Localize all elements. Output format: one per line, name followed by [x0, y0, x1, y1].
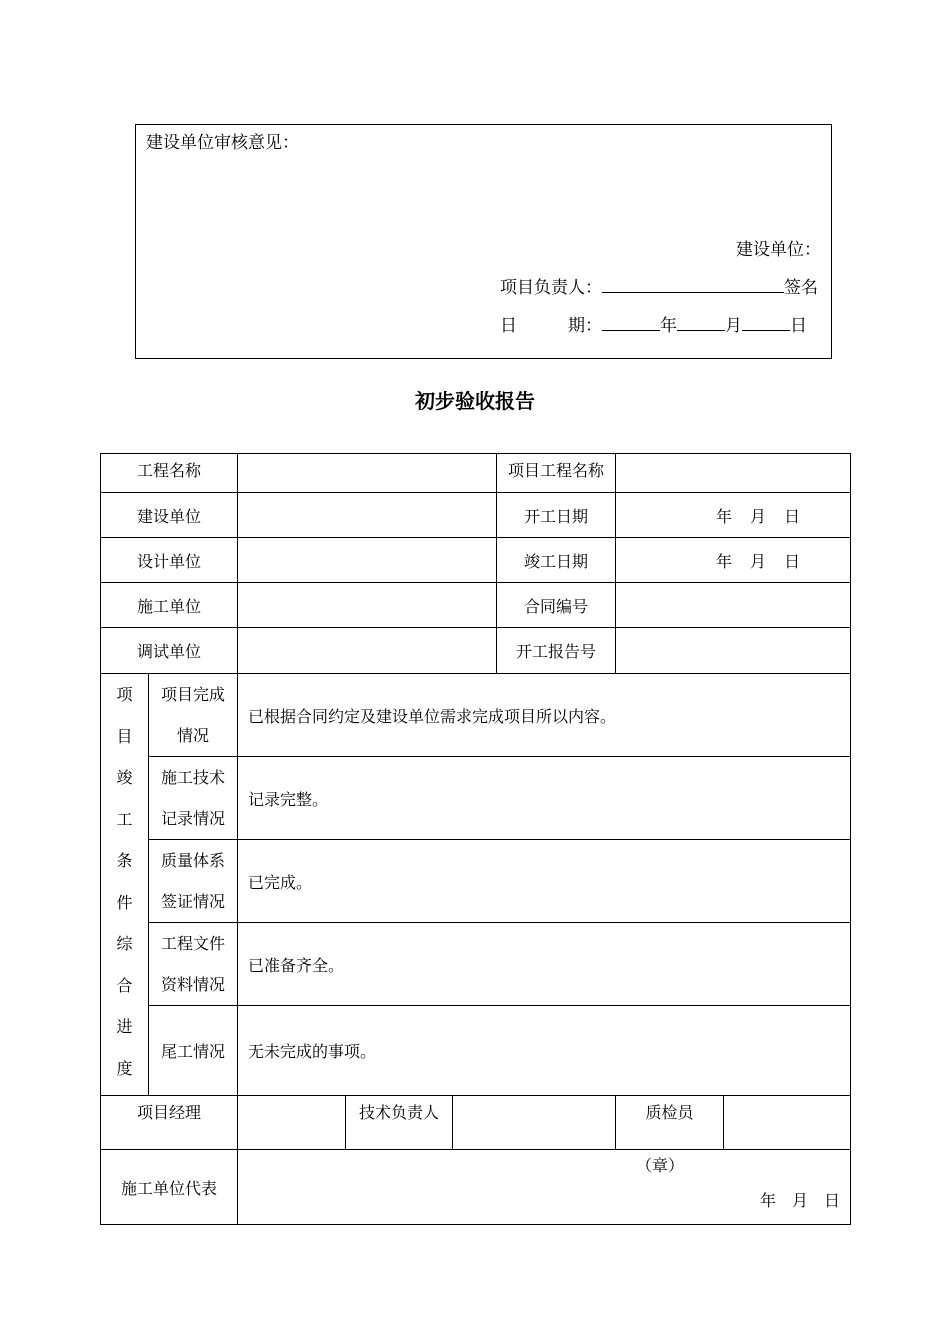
row-label: 建设单位	[101, 493, 238, 538]
year-label: 年	[660, 316, 677, 336]
project-name-value[interactable]	[238, 454, 497, 493]
rep-label: 施工单位代表	[101, 1150, 238, 1225]
review-heading: 建设单位审核意见：	[146, 133, 299, 153]
commissioning-unit-value[interactable]	[238, 628, 497, 674]
acceptance-report-table	[100, 453, 851, 1225]
sub-project-name-value[interactable]	[616, 454, 851, 493]
condition-value[interactable]: 已完成。	[238, 840, 851, 923]
table-row	[101, 538, 851, 583]
tech-lead-value[interactable]	[453, 1096, 616, 1150]
rep-sign-cell[interactable]	[238, 1150, 851, 1225]
start-date-value[interactable]: 年 月 日	[616, 493, 851, 538]
seal-label: （章）	[636, 1156, 685, 1175]
tech-lead-label: 技术负责人	[346, 1096, 453, 1150]
condition-row	[101, 1006, 851, 1096]
row-label: 合同编号	[497, 583, 616, 628]
row-label: 项目工程名称	[497, 454, 616, 493]
table-row	[101, 583, 851, 628]
pm-label: 项目经理	[101, 1096, 238, 1150]
condition-item-label: 项目完成 情况	[149, 674, 238, 757]
pm-value[interactable]	[238, 1096, 346, 1150]
signers-row	[101, 1096, 851, 1150]
row-label: 竣工日期	[497, 538, 616, 583]
condition-item-label: 工程文件 资料情况	[149, 923, 238, 1006]
condition-value[interactable]: 已根据合同约定及建设单位需求完成项目所以内容。	[238, 674, 851, 757]
review-box	[135, 124, 832, 359]
start-report-number-value[interactable]	[616, 628, 851, 674]
manager-label: 项目负责人：	[500, 278, 602, 298]
table-row	[101, 493, 851, 538]
condition-item-label: 尾工情况	[149, 1006, 238, 1096]
condition-row	[101, 923, 851, 1006]
row-label: 调试单位	[101, 628, 238, 674]
condition-row	[101, 840, 851, 923]
rep-date: 年 月 日	[759, 1191, 841, 1210]
month-field[interactable]	[677, 316, 725, 331]
condition-value[interactable]: 记录完整。	[238, 757, 851, 840]
table-row	[101, 628, 851, 674]
completion-date-value[interactable]: 年 月 日	[616, 538, 851, 583]
rep-row	[101, 1150, 851, 1225]
row-label: 设计单位	[101, 538, 238, 583]
contractor-value[interactable]	[238, 583, 497, 628]
condition-item-label: 施工技术 记录情况	[149, 757, 238, 840]
row-label: 工程名称	[101, 454, 238, 493]
month-label: 月	[725, 316, 742, 336]
day-field[interactable]	[742, 316, 790, 331]
review-date-line	[500, 311, 807, 336]
manager-signature-field[interactable]	[602, 278, 784, 293]
qc-value[interactable]	[724, 1096, 851, 1150]
row-label: 施工单位	[101, 583, 238, 628]
row-label: 开工日期	[497, 493, 616, 538]
condition-value[interactable]: 已准备齐全。	[238, 923, 851, 1006]
contract-number-value[interactable]	[616, 583, 851, 628]
condition-row	[101, 757, 851, 840]
year-field[interactable]	[602, 316, 660, 331]
qc-label: 质检员	[616, 1096, 724, 1150]
day-label: 日	[790, 316, 807, 336]
condition-item-label: 质量体系 签证情况	[149, 840, 238, 923]
date-label: 日 期：	[500, 316, 602, 336]
table-row	[101, 454, 851, 493]
sign-label: 签名	[784, 278, 818, 298]
construction-unit-value[interactable]	[238, 493, 497, 538]
report-title: 初步验收报告	[415, 389, 535, 413]
condition-section-label: 项 目 竣 工 条 件 综 合 进 度	[101, 674, 149, 1096]
construction-unit-label: 建设单位：	[736, 240, 821, 260]
row-label: 开工报告号	[497, 628, 616, 674]
design-unit-value[interactable]	[238, 538, 497, 583]
manager-sign-line	[500, 273, 818, 298]
condition-row	[101, 674, 851, 757]
condition-value[interactable]: 无未完成的事项。	[238, 1006, 851, 1096]
